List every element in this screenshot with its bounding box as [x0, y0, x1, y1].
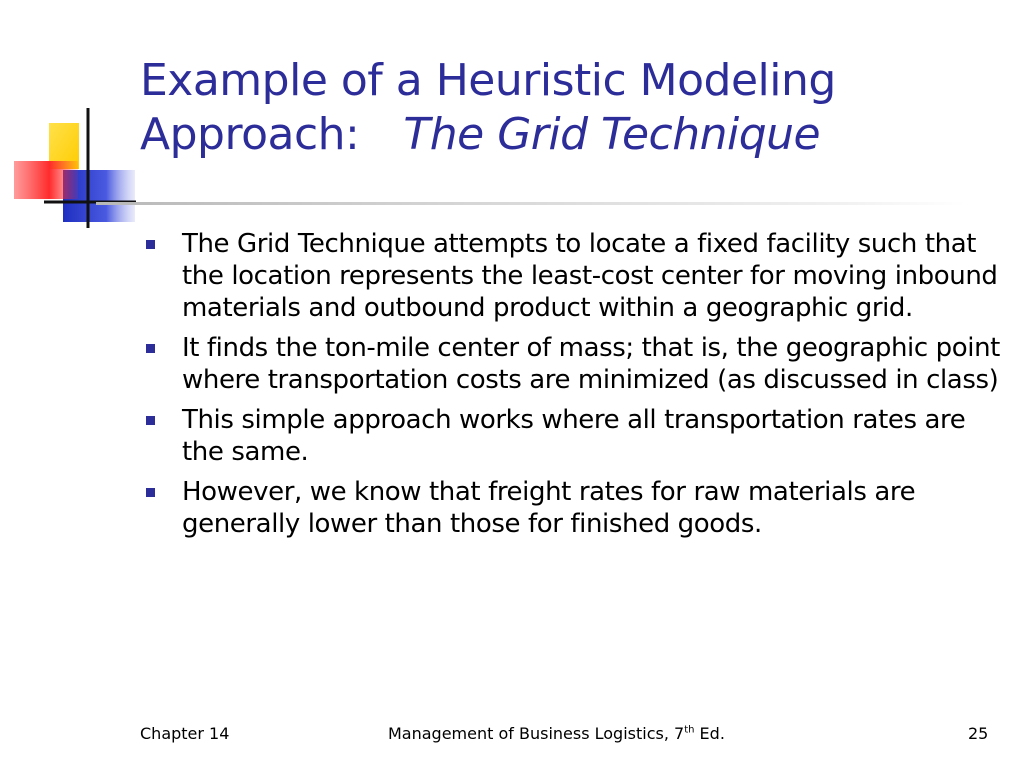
bullet-square-icon: [146, 344, 155, 353]
footer-course-sup: th: [684, 724, 695, 736]
bullet-square-icon: [146, 416, 155, 425]
bullet-item: [140, 228, 1010, 324]
footer-course-title: [388, 724, 725, 743]
bullet-text: The Grid Technique attempts to locate a fixed facility such that the location represents the least-cost center for moving inbound materials and outbound product within a geographic grid.: [182, 229, 998, 323]
title-line-1: Example of a Heuristic Modeling: [140, 55, 836, 106]
bullet-item: [140, 476, 1010, 540]
bullet-text: However, we know that freight rates for raw materials are generally lower than those for finished goods.: [182, 477, 916, 539]
title-divider: [96, 202, 966, 205]
bullet-item: [140, 332, 1010, 396]
slide-title: [140, 54, 1000, 162]
footer-course-main: Management of Business Logistics, 7: [388, 724, 685, 743]
bullet-list: [140, 228, 1010, 548]
bullet-square-icon: [146, 240, 155, 249]
bullet-item: [140, 404, 1010, 468]
bullet-square-icon: [146, 488, 155, 497]
title-line-2-italic: The Grid Technique: [403, 109, 821, 160]
title-line-2-prefix: Approach:: [140, 109, 360, 160]
logo-red-square: [14, 161, 78, 199]
title-line-2: [140, 108, 1000, 162]
bullet-text: It finds the ton-mile center of mass; that is, the geographic point where transportation costs are minimized (as discussed in class): [182, 333, 1000, 395]
footer-page-number: 25: [968, 724, 989, 743]
bullet-text: This simple approach works where all transportation rates are the same.: [182, 405, 966, 467]
footer-chapter: Chapter 14: [140, 724, 230, 743]
footer-course-end: Ed.: [694, 724, 725, 743]
